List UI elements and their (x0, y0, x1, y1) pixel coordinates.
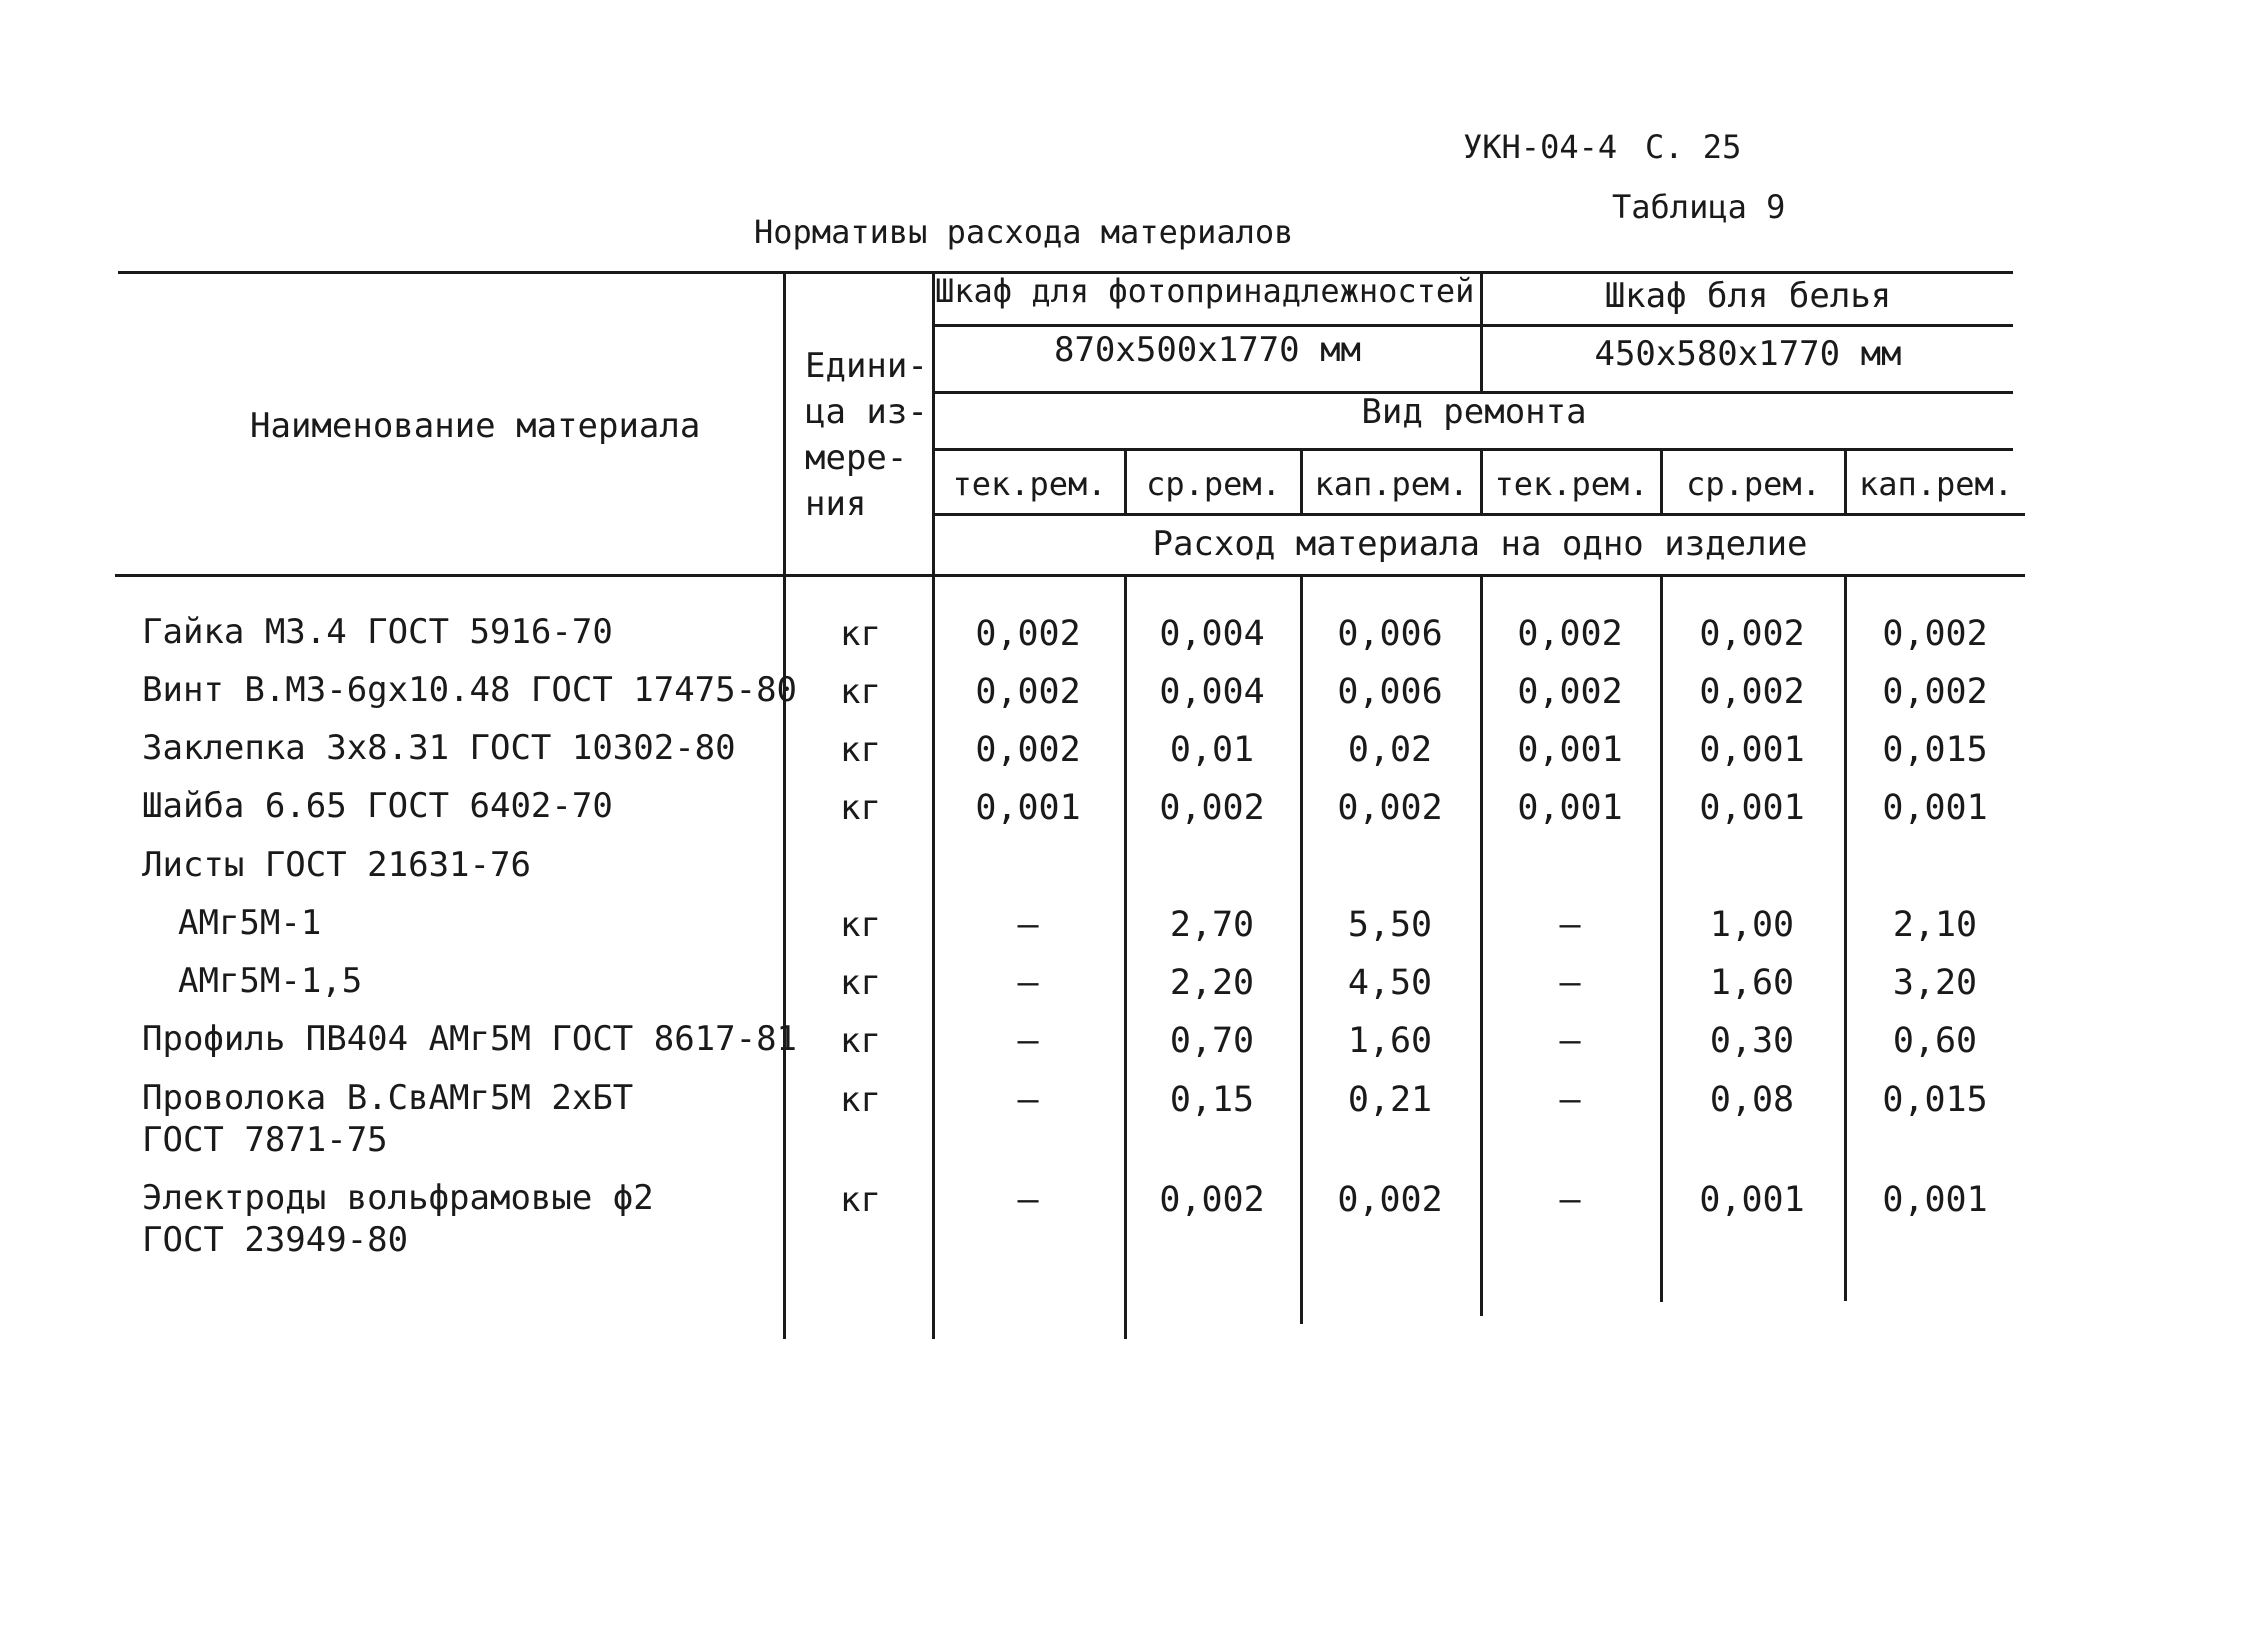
value-cell: – (1559, 1180, 1581, 1220)
value-cell: 0,002 (1882, 672, 1988, 712)
value-cell: 5,50 (1347, 905, 1433, 945)
value-cell: 0,006 (1337, 614, 1443, 654)
subhead-cur-repair-1: тек.рем. (952, 465, 1107, 503)
value-cell: 0,15 (1169, 1080, 1255, 1120)
header-repair-type: Вид ремонта (1361, 392, 1587, 432)
value-cell: 0,001 (1517, 788, 1623, 828)
value-cell: 0,002 (1337, 1180, 1443, 1220)
value-cell: 0,02 (1347, 730, 1433, 770)
divider-col2-col3-body (1300, 574, 1303, 1324)
divider-name-unit (783, 271, 786, 1339)
material-name: Электроды вольфрамовые ϕ2 (142, 1178, 654, 1218)
value-cell: 0,002 (975, 672, 1081, 712)
value-cell: 0,001 (1699, 788, 1805, 828)
value-cell: – (1559, 963, 1581, 1003)
subhead-cur-repair-2: тек.рем. (1494, 465, 1649, 503)
value-cell: 0,004 (1159, 672, 1265, 712)
value-cell: 0,002 (1882, 614, 1988, 654)
unit-cell: кг (840, 905, 881, 945)
value-cell: 2,20 (1169, 963, 1255, 1003)
value-cell: 0,004 (1159, 614, 1265, 654)
table-label: Таблица 9 (1612, 188, 1786, 226)
unit-cell: кг (840, 614, 881, 654)
value-cell: 0,006 (1337, 672, 1443, 712)
unit-cell: кг (840, 672, 881, 712)
value-cell: 0,002 (1159, 1180, 1265, 1220)
header-group1-title: Шкаф для фотопринадлежностей (935, 272, 1475, 310)
value-cell: 0,001 (975, 788, 1081, 828)
value-cell: 4,50 (1347, 963, 1433, 1003)
header-group2-title: Шкаф бля белья (1604, 276, 1892, 316)
material-name: Заклепка 3х8.31 ГОСТ 10302-80 (142, 728, 736, 768)
divider-col4-col5-body (1660, 574, 1663, 1302)
material-name: ГОСТ 7871-75 (142, 1120, 388, 1160)
material-name: Винт В.М3-6gх10.48 ГОСТ 17475-80 (142, 670, 798, 710)
header-unit-line: ния (805, 484, 867, 524)
material-name: Профиль ПВ404 АМг5М ГОСТ 8617-81 (142, 1019, 798, 1059)
value-cell: 0,70 (1169, 1021, 1255, 1061)
value-cell: 0,002 (975, 730, 1081, 770)
unit-cell: кг (840, 1021, 881, 1061)
value-cell: 0,002 (1517, 614, 1623, 654)
material-name: АМг5М-1,5 (178, 961, 363, 1001)
table-title: Нормативы расхода материалов (754, 213, 1294, 251)
value-cell: – (1017, 963, 1039, 1003)
value-cell: 0,001 (1699, 1180, 1805, 1220)
table-header-bottom-rule (115, 574, 2025, 577)
header-unit-line: Едини- (805, 346, 928, 386)
value-cell: 3,20 (1892, 963, 1978, 1003)
header-unit (805, 343, 928, 527)
value-cell: 0,001 (1517, 730, 1623, 770)
unit-cell: кг (840, 963, 881, 1003)
page-number: С. 25 (1645, 128, 1742, 166)
divider-col3-col4-body (1480, 574, 1483, 1316)
material-name: Гайка М3.4 ГОСТ 5916-70 (142, 612, 613, 652)
value-cell: – (1559, 1080, 1581, 1120)
value-cell: 0,015 (1882, 730, 1988, 770)
material-name: Листы ГОСТ 21631-76 (142, 845, 531, 885)
subhead-cap-repair-2: кап.рем. (1858, 465, 2014, 503)
value-cell: 0,002 (1699, 614, 1805, 654)
value-cell: – (1017, 1180, 1039, 1220)
value-cell: – (1559, 1021, 1581, 1061)
header-group2-size: 450х580х1770 мм (1594, 334, 1902, 374)
unit-cell: кг (840, 788, 881, 828)
header-unit-line: мере- (805, 438, 908, 478)
material-name: Шайба 6.65 ГОСТ 6402-70 (142, 786, 613, 826)
subhead-mid-repair-1: ср.рем. (1146, 465, 1281, 503)
document-code: УКН-04-4 (1463, 128, 1618, 166)
value-cell: 2,10 (1892, 905, 1978, 945)
subhead-cap-repair-1: кап.рем. (1314, 465, 1469, 503)
material-name: АМг5М-1 (178, 903, 322, 943)
unit-cell: кг (840, 1080, 881, 1120)
value-cell: 1,00 (1709, 905, 1795, 945)
material-name: Проволока В.СвАМг5М 2хБТ (142, 1078, 634, 1118)
value-cell: 0,002 (1699, 672, 1805, 712)
header-material-name: Наименование материала (250, 406, 701, 446)
value-cell: – (1017, 905, 1039, 945)
header-unit-line: ца из- (805, 392, 928, 432)
subhead-mid-repair-2: ср.рем. (1686, 465, 1821, 503)
value-cell: 0,01 (1169, 730, 1255, 770)
divider-col5-col6-body (1844, 574, 1847, 1301)
value-cell: 0,002 (1159, 788, 1265, 828)
value-cell: 1,60 (1347, 1021, 1433, 1061)
rule-subheads (935, 448, 2013, 451)
rule-group-size (935, 324, 2013, 327)
value-cell: 1,60 (1709, 963, 1795, 1003)
value-cell: 0,60 (1892, 1021, 1978, 1061)
value-cell: 0,001 (1882, 1180, 1988, 1220)
value-cell: – (1559, 905, 1581, 945)
value-cell: 0,002 (1517, 672, 1623, 712)
value-cell: 0,015 (1882, 1080, 1988, 1120)
material-name: ГОСТ 23949-80 (142, 1220, 409, 1260)
value-cell: – (1017, 1080, 1039, 1120)
value-cell: 0,001 (1699, 730, 1805, 770)
value-cell: – (1017, 1021, 1039, 1061)
value-cell: 0,08 (1709, 1080, 1795, 1120)
value-cell: 0,21 (1347, 1080, 1433, 1120)
unit-cell: кг (840, 1180, 881, 1220)
value-cell: 0,002 (975, 614, 1081, 654)
value-cell: 2,70 (1169, 905, 1255, 945)
unit-cell: кг (840, 730, 881, 770)
value-cell: 0,002 (1337, 788, 1443, 828)
header-group1-size: 870х500х1770 мм (1053, 330, 1362, 370)
header-consumption: Расход материала на одно изделие (1152, 524, 1808, 564)
value-cell: 0,30 (1709, 1021, 1795, 1061)
value-cell: 0,001 (1882, 788, 1988, 828)
